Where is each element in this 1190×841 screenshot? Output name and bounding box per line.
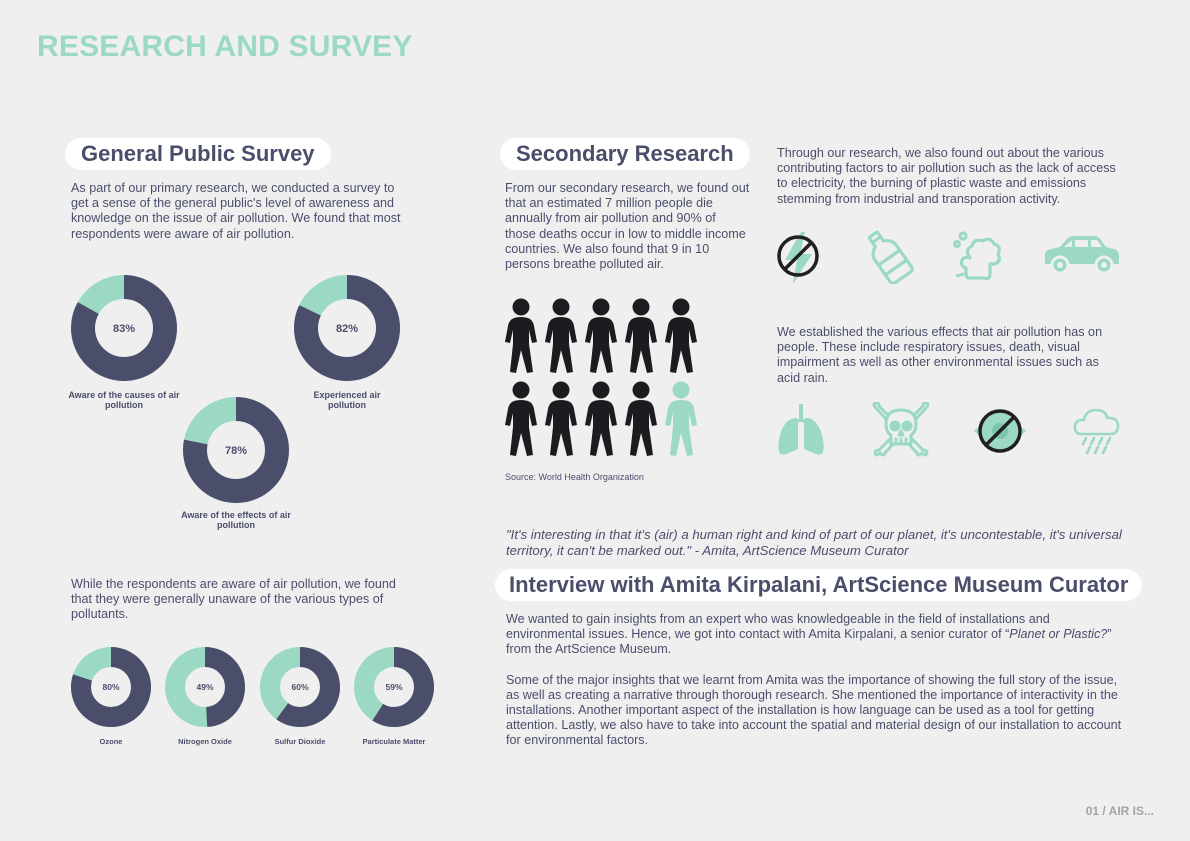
factors-text: Through our research, we also found out about the various contributing factors to air pollution such as the lack of access to electricity, the burning of plastic waste and emissions stemming from industrial and transporation activity.	[777, 146, 1116, 206]
acid-rain-icon	[1072, 404, 1122, 461]
donut-value-label: 49%	[196, 682, 214, 693]
donut-value-label: 82%	[335, 322, 359, 335]
donut-effects-label: Aware of the effects of air pollution	[181, 510, 291, 530]
interview-heading: Interview with Amita Kirpalani, ArtScience Museum Curator	[495, 569, 1142, 601]
pollutant-label-nitrogen: Nitrogen Oxide	[178, 737, 232, 746]
page-title: RESEARCH AND SURVEY	[37, 30, 413, 63]
donut-value-label: 80%	[102, 682, 120, 693]
person-affected-icon	[625, 299, 657, 374]
secondary-text: From our secondary research, we found out that an estimated 7 million people die annually from air pollution and 90% of those deaths occur in low to middle income countries. We also found that 9 in 10 persons breathe polluted air.	[505, 181, 750, 272]
person-affected-icon	[505, 299, 537, 374]
no-vision-icon	[972, 404, 1028, 463]
person-affected-icon	[585, 299, 617, 374]
donut-experienced	[293, 274, 401, 387]
donut-causes	[70, 274, 178, 387]
donut-value-label: 78%	[224, 444, 248, 457]
person-affected-icon	[625, 382, 657, 457]
exhibition-title: Planet or Plastic?	[1009, 627, 1108, 642]
page-footer: 01 / AIR IS...	[1085, 804, 1154, 818]
lungs-icon	[776, 404, 826, 461]
interview-paragraph-2: Some of the major insights that we learnt from Amita was the importance of showing the full story of the issue, as well as creating a narrative through thorough research. She mentioned the importance of interactivity in the installations. Another important aspect of the installation is how language can be used as a tool for getting attention. Lastly, we also have to take into account the spatial and material design of our installation to account for environmental factors.	[506, 672, 1122, 748]
interview-paragraph-1a: We wanted to gain insights from an expert who was knowledgeable in the field of installations and environmental issues. Hence, we got into contact with Amita Kirpalani, a senior curator of “	[506, 612, 1050, 642]
donut-chart	[293, 274, 401, 382]
donut-effects	[182, 396, 290, 509]
pollutants-text: While the respondents are aware of air pollution, we found that they were generally unaware of the various types of pollutants.	[71, 577, 396, 622]
person-unaffected-icon	[665, 382, 697, 457]
person-affected-icon	[585, 382, 617, 457]
pollutant-label-sulfur: Sulfur Dioxide	[274, 737, 326, 746]
skull-crossbones-icon	[868, 402, 934, 463]
plastic-bottle-icon	[862, 228, 914, 289]
people-grid	[503, 296, 703, 458]
donut-value-label: 60%	[291, 682, 309, 693]
pollutant-donut	[164, 646, 246, 728]
survey-intro: As part of our primary research, we conducted a survey to get a sense of the general public's level of awareness and knowledge on the issue of air pollution. We found that most respondents were aware of air pollution.	[71, 181, 401, 241]
person-affected-icon	[545, 382, 577, 457]
factory-smoke-icon	[950, 228, 1006, 289]
pollutant-donut	[353, 646, 435, 728]
curator-quote: "It's interesting in that it's (air) a human right and kind of part of our planet, it's uncontestable, it's universal territory, it can't be marked out." - Amita, ArtScience Museum Curator	[506, 527, 1122, 558]
pollutant-donut	[70, 646, 152, 728]
pollutant-label-particulate: Particulate Matter	[362, 737, 426, 746]
donut-experienced-label: Experienced air pollution	[313, 390, 381, 410]
survey-heading: General Public Survey	[65, 138, 331, 170]
no-electricity-icon	[776, 230, 822, 291]
source-note: Source: World Health Organization	[505, 472, 644, 482]
donut-causes-label: Aware of the causes of air pollution	[68, 390, 180, 410]
donut-value-label: 83%	[112, 322, 136, 335]
person-affected-icon	[505, 382, 537, 457]
person-affected-icon	[665, 299, 697, 374]
pollutant-donut	[259, 646, 341, 728]
effects-text: We established the various effects that air pollution has on people. These include respiratory issues, death, visual impairment as well as other environmental issues such as acid rain.	[777, 325, 1103, 385]
car-icon	[1042, 234, 1122, 281]
interview-paragraph-1b: ” from the ArtScience Museum.	[506, 627, 1112, 657]
pollutant-label-ozone: Ozone	[99, 737, 123, 746]
person-affected-icon	[545, 299, 577, 374]
donut-chart	[70, 274, 178, 382]
secondary-heading: Secondary Research	[500, 138, 750, 170]
people-pictogram	[503, 296, 703, 463]
interview-paragraph-1	[506, 612, 1126, 658]
interview-body	[506, 612, 1126, 764]
donut-chart	[182, 396, 290, 504]
donut-value-label: 59%	[385, 682, 403, 693]
